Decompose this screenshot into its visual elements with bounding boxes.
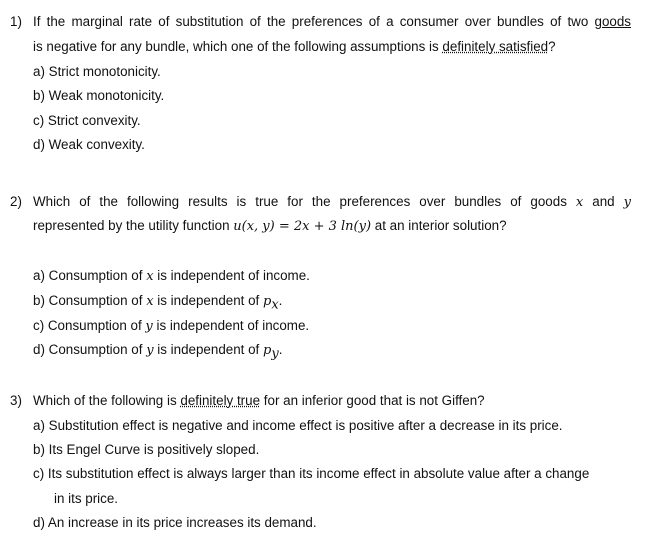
question-3-option-d: d) An increase in its price increases its demand. <box>33 515 317 530</box>
utility-function: u(x, y) = 2x + 3 ln(y) <box>233 219 372 234</box>
question-3-option-c-continued: in its price. <box>54 491 118 506</box>
question-3-number: 3) <box>10 393 22 408</box>
question-1-option-d: d) Weak convexity. <box>33 137 145 152</box>
question-3-option-b: b) Its Engel Curve is positively sloped. <box>33 442 260 457</box>
question-1-option-b: b) Weak monotonicity. <box>33 88 165 103</box>
question-1-line-1: If the marginal rate of substitution of the preferences of a consumer over bundles of two goods <box>33 14 631 29</box>
question-1-option-c: c) Strict convexity. <box>33 113 141 128</box>
question-3-line-1: Which of the following is definitely true for an inferior good that is not Giffen? <box>33 393 485 408</box>
question-2-number: 2) <box>10 194 22 209</box>
question-1-number: 1) <box>10 14 22 29</box>
question-3-option-c: c) Its substitution effect is always larger than its income effect in absolute value after a change <box>33 466 590 481</box>
question-2-option-d: d) Consumption of y is independent of $p_y$. <box>33 342 283 362</box>
question-1-line-2: is negative for any bundle, which one of the following assumptions is definitely satisfied? <box>33 39 556 54</box>
question-2-line-1: Which of the following results is true for the preferences over bundles of goods x and y <box>33 194 631 210</box>
question-2-option-c: c) Consumption of y is independent of income. <box>33 318 310 334</box>
question-3-option-a: a) Substitution effect is negative and income effect is positive after a decrease in its price. <box>33 418 563 433</box>
question-2-option-a: a) Consumption of x is independent of income. <box>33 268 310 284</box>
question-2-option-b: b) Consumption of x is independent of $p_x$. <box>33 293 283 313</box>
question-1-option-a: a) Strict monotonicity. <box>33 64 161 79</box>
question-2-line-2: represented by the utility function u(x, y) = 2x + 3 ln(y) at an interior solution? <box>33 218 507 234</box>
